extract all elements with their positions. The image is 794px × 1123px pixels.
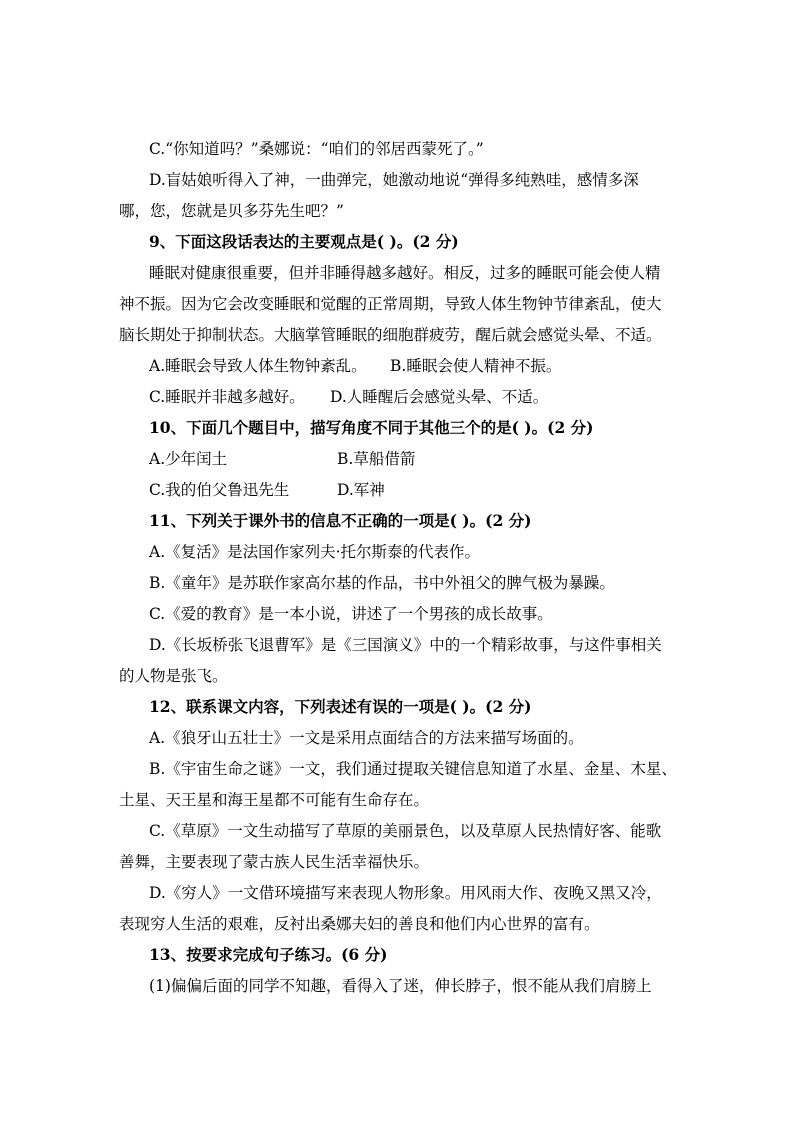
question-10-heading: 10、下面几个题目中，描写角度不同于其他三个的是( )。(2 分)	[149, 418, 594, 437]
question-10-option-a: A.少年闰土	[149, 450, 228, 468]
question-12-option-d: D.《穷人》一文借环境描写来表现人物形象。用风雨大作、夜晚又黑又冷，	[149, 884, 662, 902]
question-11-option-b: B.《童年》是苏联作家高尔基的作品，书中外祖父的脾气极为暴躁。	[149, 574, 615, 592]
question-12-option-a: A.《狼牙山五壮士》一文是采用点面结合的方法来描写场面的。	[149, 729, 584, 747]
option-d-text: D.盲姑娘听得入了神，一曲弹完，她激动地说“弹得多纯熟哇，感情多深	[149, 171, 639, 189]
question-9-option-b: B.睡眠会使人精神不振。	[390, 357, 562, 375]
question-12-option-b-cont: 土星、天王星和海王星都不可能有生命存在。	[119, 791, 430, 809]
question-9-option-d: D.人睡醒后会感觉头晕、不适。	[330, 388, 549, 406]
question-13-heading: 13、按要求完成句子练习。(6 分)	[149, 945, 388, 964]
question-9-passage: 脑长期处于抑制状态。大脑掌管睡眠的细胞群疲劳，醒后就会感觉头晕、不适。	[119, 326, 662, 344]
question-11-option-d-cont: 的人物是张飞。	[119, 667, 228, 685]
question-9-option-a: A.睡眠会导致人体生物钟紊乱。	[149, 357, 367, 375]
question-12-heading: 12、联系课文内容，下列表述有误的一项是( )。(2 分)	[149, 697, 532, 716]
question-9-passage: 神不振。因为它会改变睡眠和觉醒的正常周期，导致人体生物钟节律紊乱，使大	[119, 295, 662, 313]
question-10-option-d: D.军神	[337, 481, 385, 499]
question-12-option-c: C.《草原》一文生动描写了草原的美丽景色，以及草原人民热情好客、能歌	[149, 822, 662, 840]
question-11-option-d: D.《长坂桥张飞退曹军》是《三国演义》中的一个精彩故事，与这件事相关	[149, 636, 662, 654]
question-10-option-c: C.我的伯父鲁迅先生	[149, 481, 290, 499]
question-9-passage: 睡眠对健康很重要，但并非睡得越多越好。相反，过多的睡眠可能会使人精	[149, 264, 661, 282]
question-10-option-b: B.草船借箭	[337, 450, 416, 468]
question-12-option-c-cont: 善舞，主要表现了蒙古族人民生活幸福快乐。	[119, 853, 430, 871]
question-9-heading: 9、下面这段话表达的主要观点是( )。(2 分)	[149, 232, 459, 251]
option-d-text-cont: 哪，您，您就是贝多芬先生吧？”	[119, 202, 344, 220]
option-c-text: C.“你知道吗？”桑娜说：“咱们的邻居西蒙死了。”	[149, 140, 484, 158]
question-12-option-b: B.《宇宙生命之谜》一文，我们通过提取关键信息知道了水星、金星、木星、	[149, 760, 677, 778]
question-11-option-c: C.《爱的教育》是一本小说，讲述了一个男孩的成长故事。	[149, 605, 553, 623]
question-12-option-d-cont: 表现穷人生活的艰难，反衬出桑娜夫妇的善良和他们内心世界的富有。	[119, 915, 600, 933]
question-11-heading: 11、下列关于课外书的信息不正确的一项是( )。(2 分)	[149, 511, 532, 530]
question-13-item-1: (1)偏偏后面的同学不知趣，看得入了迷，伸长脖子，恨不能从我们肩膀上	[149, 977, 652, 995]
question-9-option-c: C.睡眠并非越多越好。	[149, 388, 305, 406]
question-11-option-a: A.《复活》是法国作家列夫·托尔斯泰的代表作。	[149, 543, 481, 561]
